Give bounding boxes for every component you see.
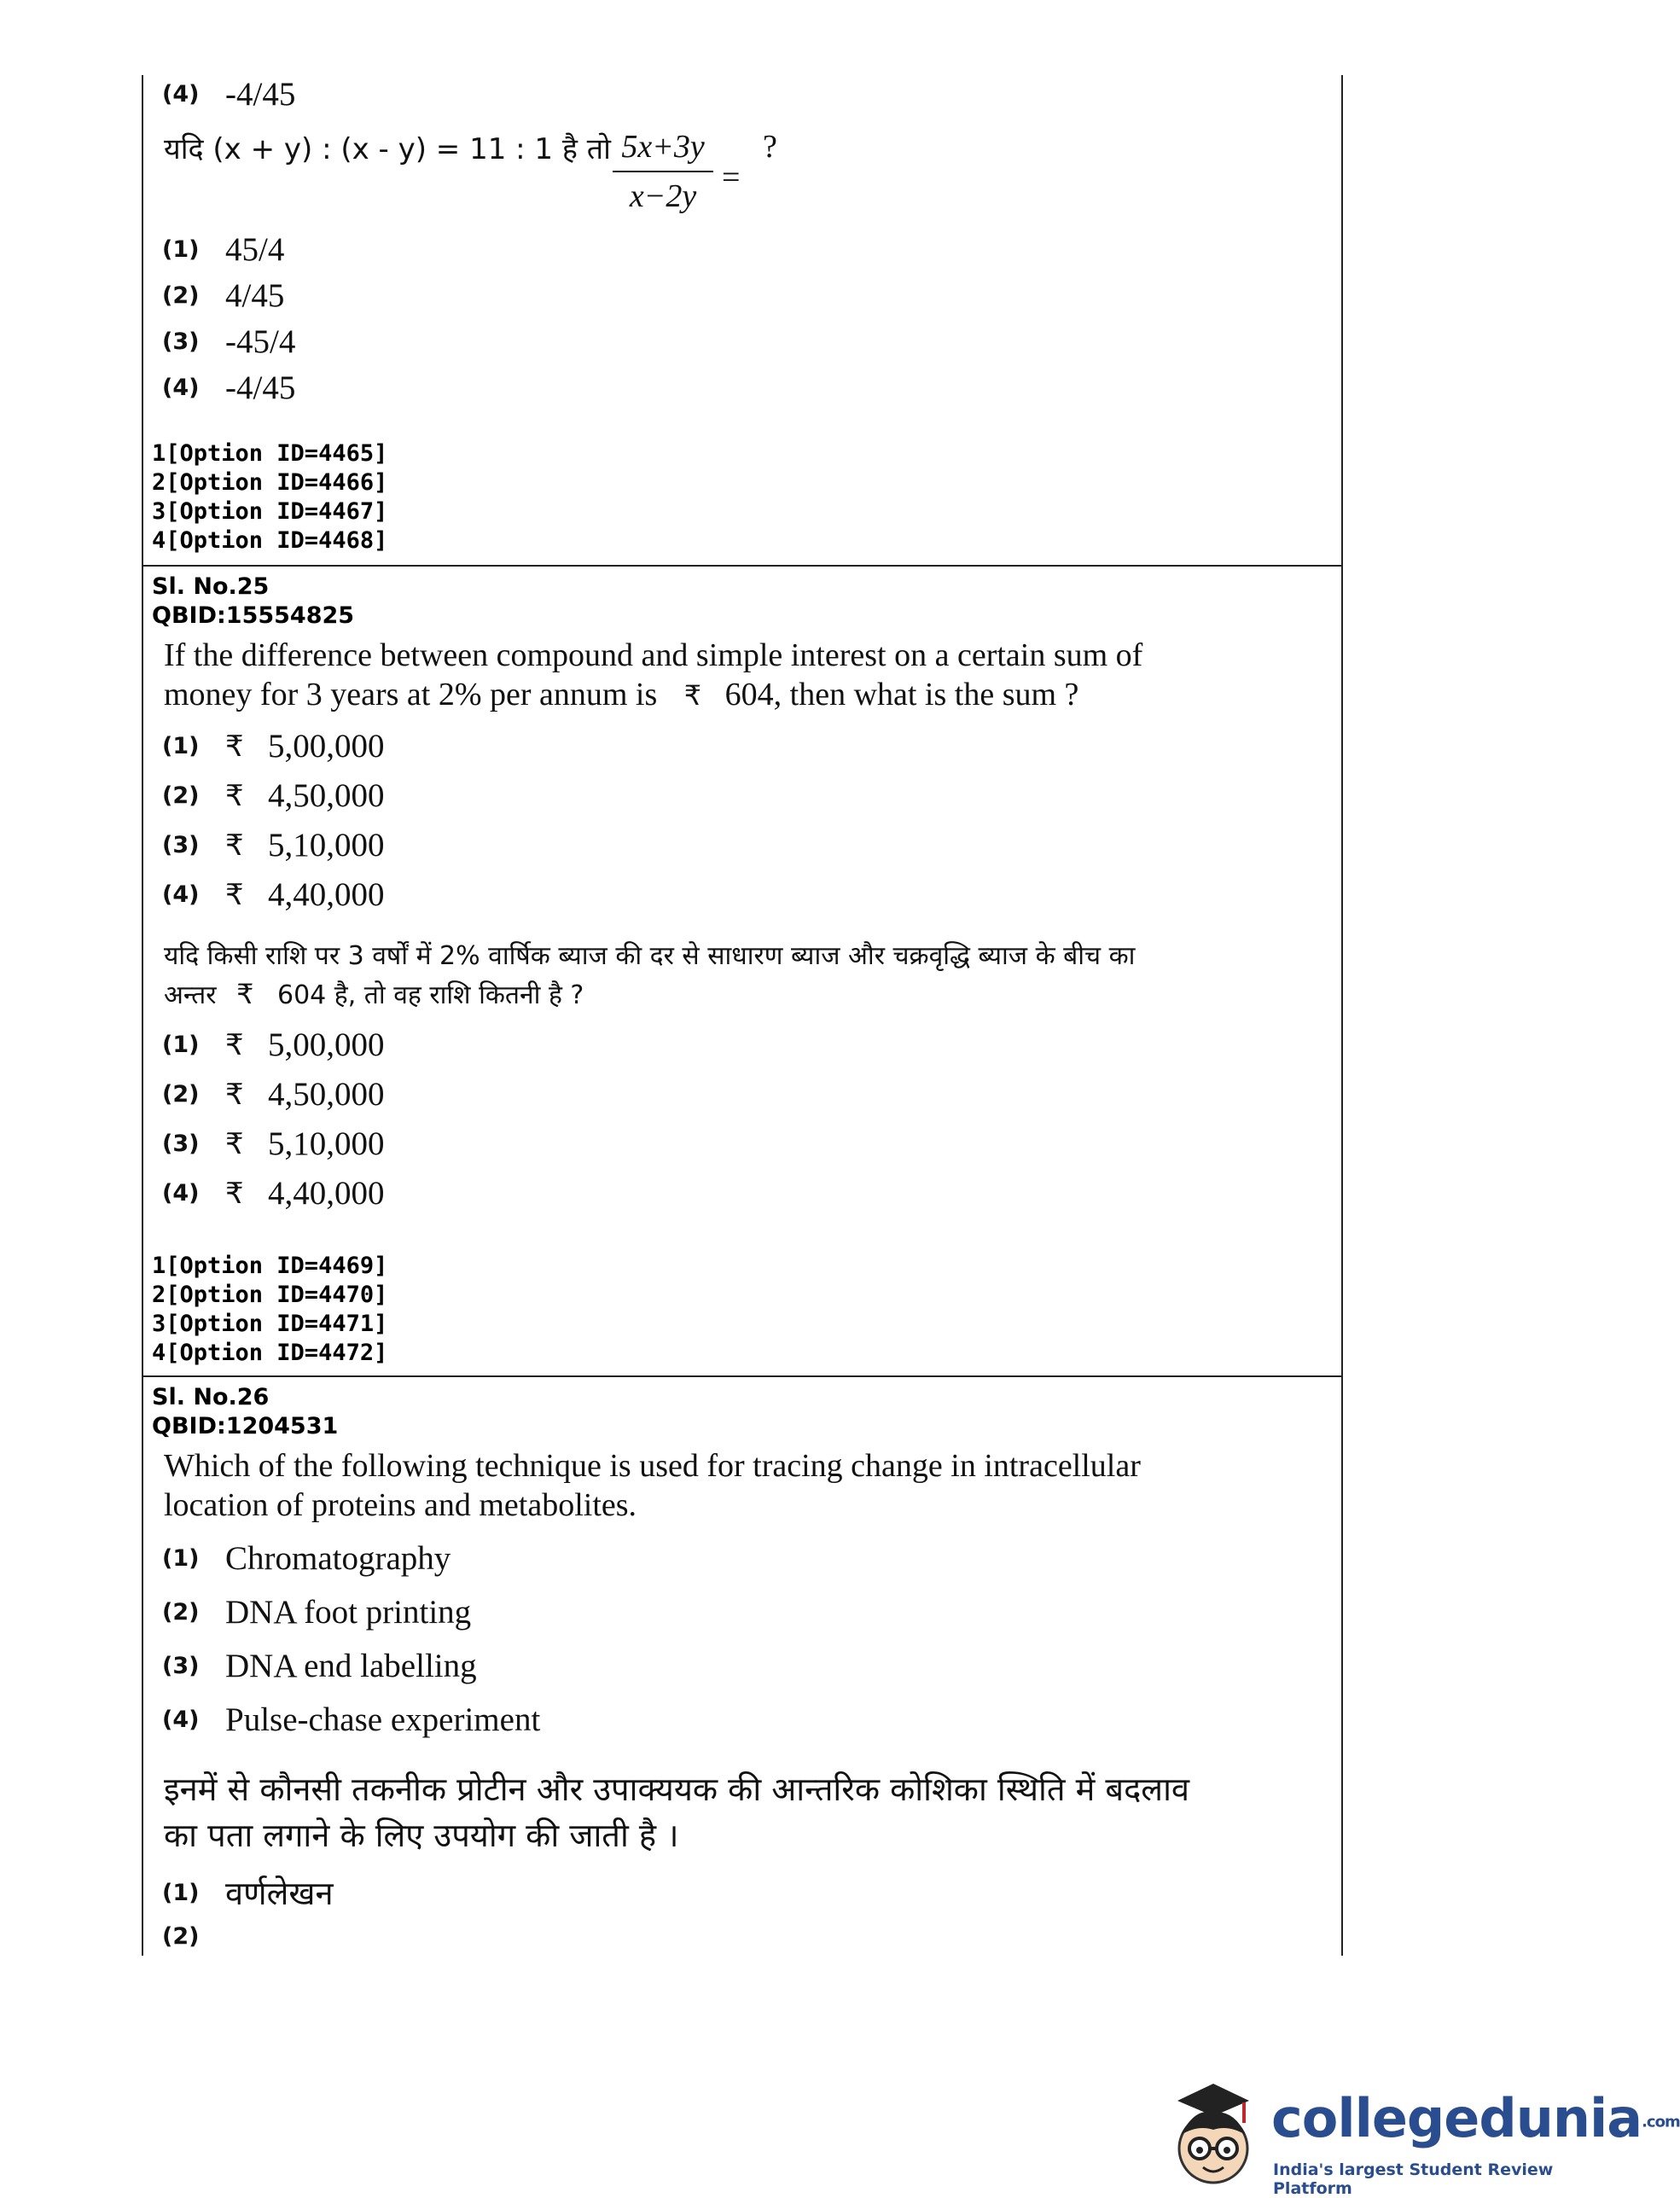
q26-option-en-1: (1) Chromatography [162,1540,451,1577]
q26-option-hi-1: (1) वर्णलेखन [162,1875,334,1912]
collegedunia-logo [1160,2082,1680,2198]
q26-serial-number: Sl. No.26 [152,1384,270,1410]
rupee-icon: ₹ [225,828,244,863]
q24-option-3: (3) -45/4 [162,323,296,360]
rupee-icon: ₹ [236,978,254,1010]
q24-option-2: (2) 4/45 [162,277,285,314]
option-id: 3[Option ID=4467] [152,498,388,525]
q25-question-hi-line1: यदि किसी राशि पर 3 वर्षों में 2% वार्षिक ब्याज की दर से साधारण ब्याज और चक्रवृद्धि ब्याज के बीच का [164,941,1136,971]
row-divider [142,1375,1341,1377]
option-id: 2[Option ID=4466] [152,469,388,496]
q25-option-hi-2: (2) ₹ 4,50,000 [162,1076,385,1113]
q26-qbid: QBID:1204531 [152,1413,339,1439]
option-id: 1[Option ID=4469] [152,1253,388,1279]
q24-question-mark: ? [763,129,777,165]
q25-option-hi-1: (1) ₹ 5,00,000 [162,1026,385,1063]
student-mascot-icon [1160,2082,1266,2193]
q24-option-1: (1) 45/4 [162,231,285,268]
q25-qbid: QBID:15554825 [152,602,355,629]
rupee-icon: ₹ [225,1176,244,1211]
q24-hindi-question: यदि (x + y) : (x - y) = 11 : 1 है तो [164,132,611,166]
rupee-icon: ₹ [683,679,702,712]
q25-question-en-line1: If the difference between compound and simple interest on a certain sum of [164,637,1143,673]
fraction-bar [613,171,713,172]
option-id: 4[Option ID=4472] [152,1340,388,1366]
q25-option-hi-4: (4) ₹ 4,40,000 [162,1175,385,1212]
brand-name: collegedunia.com [1271,2087,1680,2149]
rupee-icon: ₹ [225,778,244,813]
q24-equals: = [722,160,741,195]
fraction-numerator: 5x+3y [621,129,705,165]
rupee-icon: ₹ [225,1077,244,1112]
q26-option-en-4: (4) Pulse-chase experiment [162,1701,541,1738]
q26-question-hi-line1: इनमें से कौनसी तकनीक प्रोटीन और उपाक्ययक की आन्तरिक कोशिका स्थिति में बदलाव [164,1771,1190,1808]
q25-question-en-line2: money for 3 years at 2% per annum is ₹ 604, then what is the sum ? [164,677,1079,712]
q26-option-hi-2: (2) [162,1923,200,1950]
q25-question-hi-line2: अन्तर ₹ 604 है, तो वह राशि कितनी है ? [164,978,584,1010]
q26-question-en-line2: location of proteins and metabolites. [164,1487,637,1523]
q25-option-en-3: (3) ₹ 5,10,000 [162,827,385,864]
rupee-icon: ₹ [225,877,244,912]
option-id: 2[Option ID=4470] [152,1282,388,1308]
q24-prev-option-4: (4) -4/45 [162,76,296,113]
q26-option-en-2: (2) DNA foot printing [162,1594,472,1631]
q25-option-en-1: (1) ₹ 5,00,000 [162,728,385,765]
option-id: 3[Option ID=4471] [152,1311,388,1337]
q26-option-en-3: (3) DNA end labelling [162,1648,477,1684]
q26-question-en-line1: Which of the following technique is used for tracing change in intracellular [164,1448,1141,1484]
fraction-denominator: x−2y [629,178,697,214]
rupee-icon: ₹ [225,1126,244,1161]
option-id: 1[Option ID=4465] [152,440,388,467]
q24-fraction [613,128,713,215]
q25-option-hi-3: (3) ₹ 5,10,000 [162,1125,385,1162]
rupee-icon: ₹ [225,729,244,764]
q24-option-4: (4) -4/45 [162,369,296,406]
row-divider [142,565,1341,567]
option-id: 4[Option ID=4468] [152,527,388,554]
q26-question-hi-line2: का पता लगाने के लिए उपयोग की जाती है । [164,1817,679,1854]
q25-serial-number: Sl. No.25 [152,573,270,600]
q25-option-en-2: (2) ₹ 4,50,000 [162,777,385,814]
q25-option-en-4: (4) ₹ 4,40,000 [162,876,385,913]
rupee-icon: ₹ [225,1027,244,1062]
brand-tagline: India's largest Student Review Platform [1273,2160,1554,2198]
